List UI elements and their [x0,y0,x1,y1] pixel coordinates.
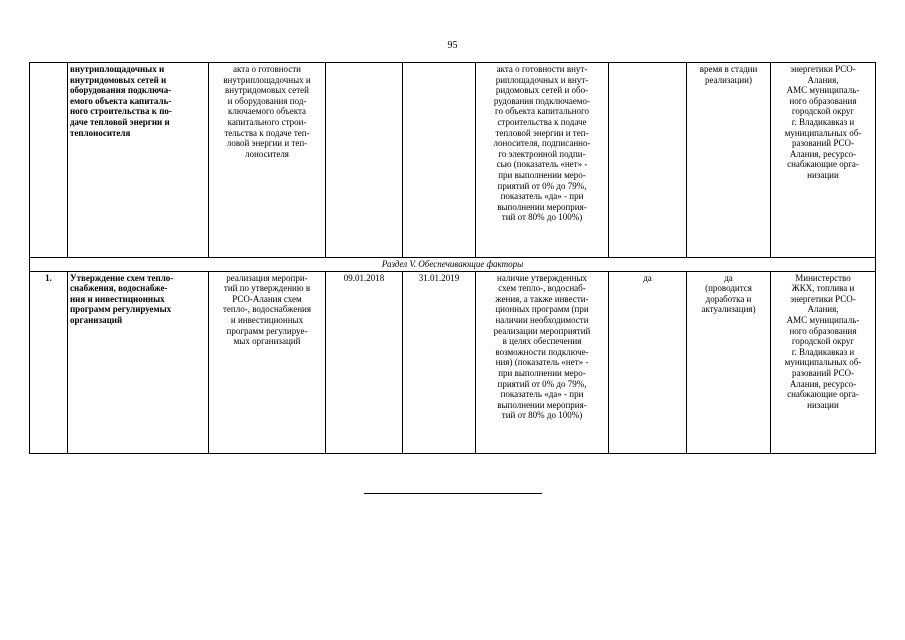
text-line: РСО-Алания схем [232,293,302,304]
text-line: при выполнении меро- [498,367,586,378]
text-line: реализации) [705,74,752,85]
cell-num [30,63,68,258]
cell-value-2019 [687,271,771,453]
text-line: го электронной подпи- [498,148,586,159]
cell-result [209,271,326,453]
text-line: схем тепло-, водоснаб- [498,283,586,294]
text-line: муниципальных об- [784,127,862,138]
text-line: (проводится [705,283,752,294]
text-line: разований РСО- [792,367,854,378]
text-line: внутриплощадочных и [223,74,311,85]
text-line: тий по утверждению в [223,283,311,294]
cell-start [326,63,403,258]
text-line: разований РСО- [792,138,854,149]
cell-indicator [476,271,609,453]
section-header: Раздел V. Обеспечивающие факторы [30,258,876,272]
text-line: да [643,272,652,283]
text-line: Министерство [795,272,851,283]
text-line: ного строительства к по- [70,106,172,117]
text-line: приятий от 0% до 79%, [497,378,587,389]
text-line: низации [807,169,839,180]
cell-name [68,271,209,453]
cell-num: 1. [30,271,68,453]
text-line: снабжающие орга- [787,159,859,170]
cell-value-2018 [609,63,687,258]
text-line: внутридомовых сетей [225,85,309,96]
text-line: мых организаций [233,336,301,347]
text-line: емого объекта капиталь- [70,95,172,106]
text-line: возможности подключе- [495,346,589,357]
text-line: актуализация) [701,304,756,315]
text-line: сью (показатель «нет» - [496,159,588,170]
text-line: энергетики РСО- [790,64,856,74]
cell-start: 09.01.2018 [326,271,403,453]
footnote-divider [364,493,542,494]
text-line: доработка и [705,293,752,304]
text-line: ЖКХ, топлива и [791,283,855,294]
section-row [30,258,876,272]
table-row [30,63,876,258]
text-line: наличии необходимости [495,314,589,325]
text-line: выполнении мероприя- [497,201,587,212]
text-line: ного образования [789,95,857,106]
cell-value-2019 [687,63,771,258]
text-line: жения, а также инвести- [495,293,589,304]
text-line: риплощадочных и внут- [495,74,589,85]
text-line: го объекта капитального [494,106,589,117]
text-line: показатель «да» - при [500,191,584,202]
text-line: Алания, ресурсо- [789,148,857,159]
text-line: Утверждение схем тепло- [70,272,174,283]
cell-end [403,63,476,258]
text-line: реализации мероприятий [493,325,591,336]
text-line: ния и инвестиционных [70,293,165,304]
text-line: снабжения, водоснабже- [70,283,168,294]
page-number: 95 [447,40,458,51]
text-line: и оборудования под- [227,95,307,106]
text-line: теплоносителя [70,127,131,138]
cell-value-2018 [609,271,687,453]
text-line: внутридомовых сетей и [70,74,167,85]
text-line: снабжающие орга- [787,389,859,400]
text-line: тепло-, водоснабжения [223,304,311,315]
text-line: тельства к подаче теп- [224,127,310,138]
text-line: наличие утвержденных [497,272,587,283]
text-line: и инвестиционных [230,314,304,325]
text-line: оборудования подключа- [70,85,172,96]
text-line: ридомовых сетей и обо- [495,85,589,96]
text-line: тий от 80% до 100%) [501,212,583,223]
text-line: строительства к подаче [497,116,587,127]
text-line: г. Владикавказ и [791,116,855,127]
text-line: рудования подключаемо- [493,95,591,106]
text-line: в целях обеспечения [502,336,582,347]
text-line: АМС муниципаль- [786,85,860,96]
text-line: ного образования [789,325,857,336]
cell-indicator [476,63,609,258]
text-line: акта о готовности [233,64,301,74]
text-line: выполнении мероприя- [497,399,587,410]
text-line: программ регулируемых [70,304,172,315]
text-line: программ регулируе- [226,325,308,336]
text-line: АМС муниципаль- [786,314,860,325]
text-line: показатель «да» - при [500,389,584,400]
text-line: при выполнении меро- [498,169,586,180]
text-line: даче тепловой энергии и [70,116,170,127]
text-line: городской округ [791,336,855,347]
text-line: внутриплощадочных и [70,64,165,74]
text-line: муниципальных об- [784,357,862,368]
text-line: Алания, [807,304,839,315]
text-line: Алания, ресурсо- [789,378,857,389]
text-line: лоносителя, подписанно- [493,138,591,149]
text-line: лоносителя [245,148,289,159]
text-line: тий от 80% до 100%) [501,410,583,421]
cell-result [209,63,326,258]
text-line: организаций [70,314,123,325]
text-line: время в стадии [699,64,758,74]
text-line: низации [807,399,839,410]
table-row [30,271,876,453]
text-line: да [724,272,733,283]
text-line: капитального строи- [227,116,307,127]
cell-responsible [771,63,876,258]
text-line: тепловой энергии и теп- [495,127,589,138]
text-line: ния) (показатель «нет» - [495,357,589,368]
text-line: ловой энергии и теп- [226,138,308,149]
text-line: г. Владикавказ и [791,346,855,357]
text-line: реализация меропри- [226,272,308,283]
text-line: приятий от 0% до 79%, [497,180,587,191]
text-line: акта о готовности внут- [496,64,588,74]
text-line: энергетики РСО- [790,293,856,304]
text-line: городской округ [791,106,855,117]
cell-name [68,63,209,258]
roadmap-table [29,62,876,454]
cell-responsible [771,271,876,453]
cell-end: 31.01.2019 [403,271,476,453]
text-line: ключаемого объекта [228,106,306,117]
text-line: ционных программ (при [495,304,589,315]
text-line: Алания, [807,74,839,85]
